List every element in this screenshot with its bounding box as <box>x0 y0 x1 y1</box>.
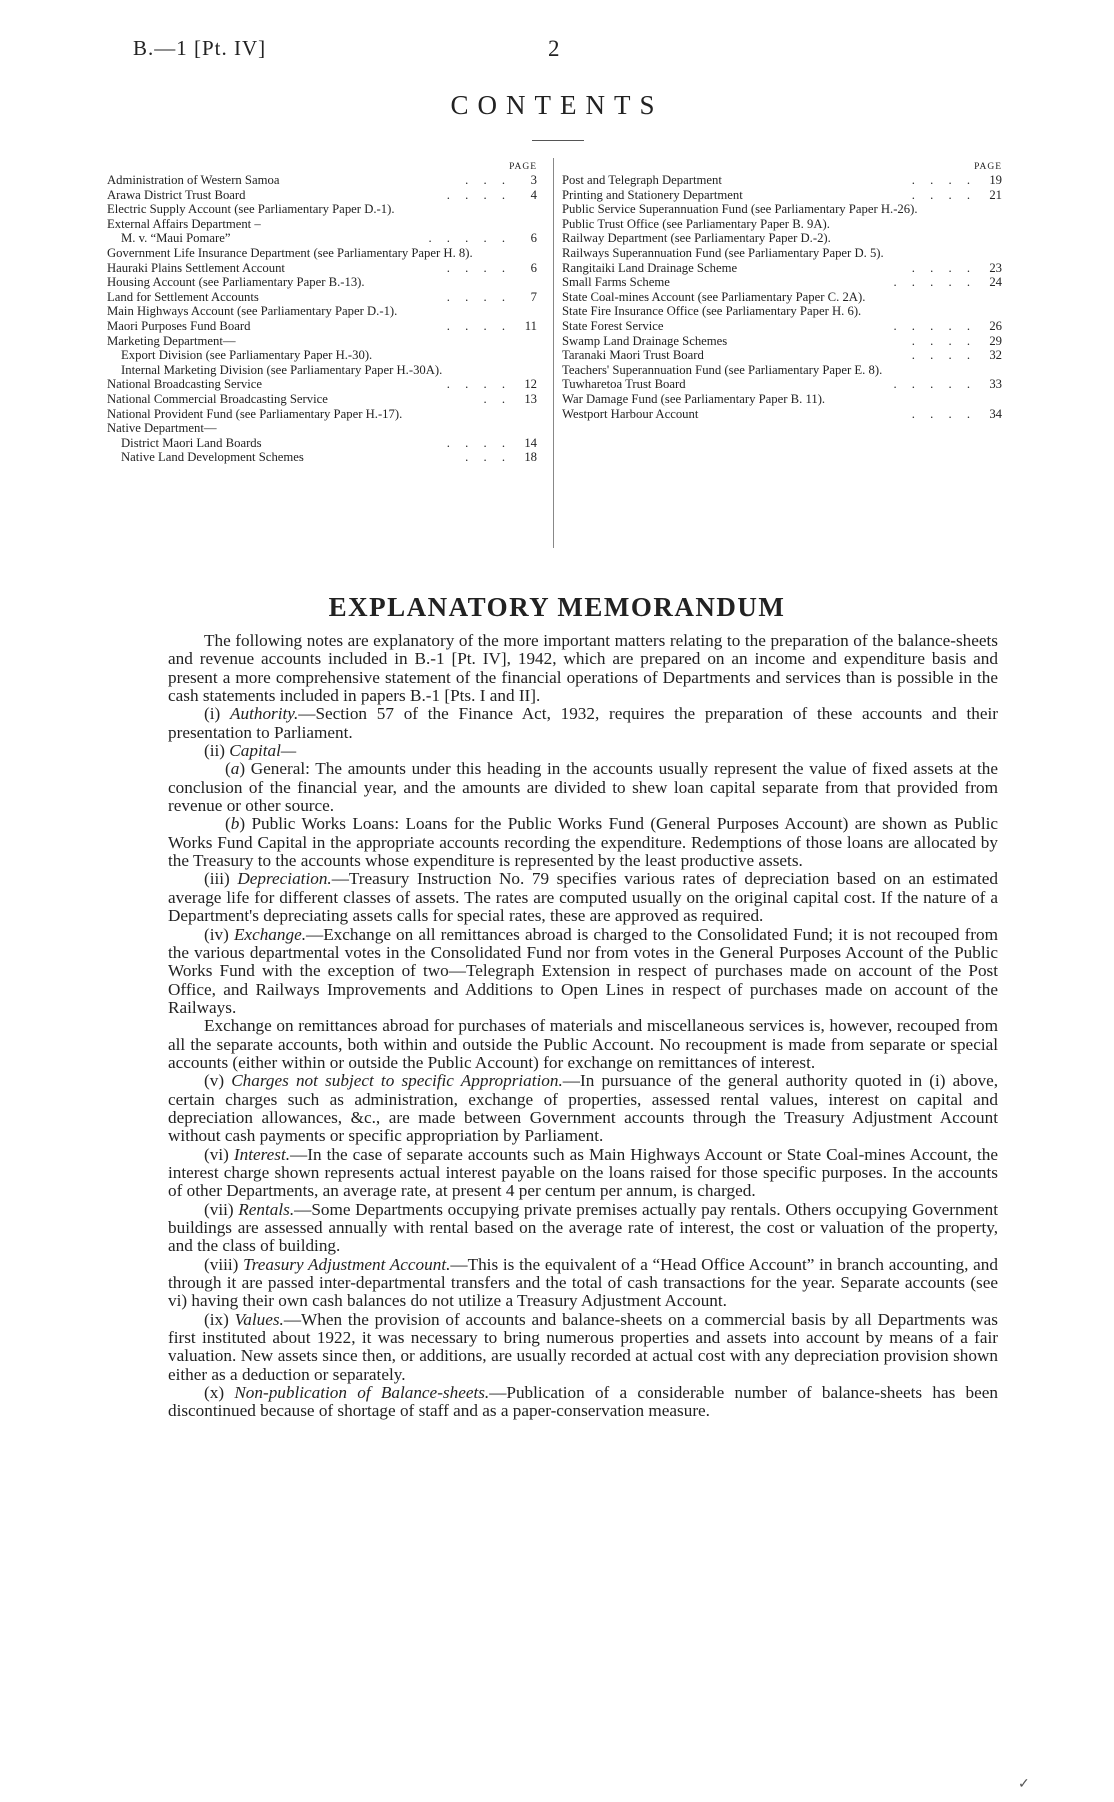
intro-paragraph: The following notes are explanatory of the more important matters relating to the preparation of the balance-sheets and revenue accounts included in B.-1 [Pt. IV], 1942, which are prepared on an income and expenditure basis and present a more comprehensive statement of the financial operations of Departments and services than is possible in the cash statements included in papers B.-1 [Pts. I and II]. <box>168 631 998 706</box>
toc-entry: Native Department— <box>107 421 217 436</box>
toc-entry: Teachers' Superannuation Fund (see Parliamentary Paper E. 8). <box>562 362 883 377</box>
paragraph-capital: (ii) Capital— <box>204 741 297 761</box>
toc-entry: State Coal-mines Account (see Parliamentary Paper C. 2A). <box>562 289 866 304</box>
toc-entry: District Maori Land Boards . . . . 14 <box>121 435 537 450</box>
toc-entry: State Fire Insurance Office (see Parliamentary Paper H. 6). <box>562 304 862 319</box>
contents-title: CONTENTS <box>450 90 664 120</box>
paragraph-interest: (vi) Interest.—In the case of separate accounts such as Main Highways Account or State Coal-mines Account, the interest charge shown represents actual interest payable on the loans raised for those specific purposes. In the accounts of other Departments, an average rate, at present 4 per centum per annum, is charged. <box>168 1144 998 1201</box>
toc-entry: Land for Settlement Accounts . . . . 7 <box>107 289 537 304</box>
paragraph-depreciation: (iii) Depreciation.—Treasury Instruction No. 79 specifies various rates of depreciation based on an estimated average life for different classes of assets. The rates are computed usually on the original capital cost. If the nature of a Department's depreciating assets calls for special rates, these are approved as required. <box>168 869 998 926</box>
paragraph-public-works-loans: (b) Public Works Loans: Loans for the Public Works Fund (General Purposes Account) are shown as Public Works Fund Capital in the appropriate accounts recording the expenditure. Redemptions of those loans are allocated by the Treasury to the accounts whose expenditure is represented by the least productive assets. <box>168 814 999 871</box>
toc-entry: Main Highways Account (see Parliamentary Paper D.-1). <box>107 304 398 319</box>
page-column-label: PAGE <box>974 162 1002 172</box>
paragraph-non-publication: (x) Non-publication of Balance-sheets.—Publication of a considerable number of balance-sheets has been discontinued because of shortage of staff and as a paper-conservation measure. <box>168 1383 998 1421</box>
paragraph-treasury-adjustment: (viii) Treasury Adjustment Account.—This is the equivalent of a “Head Office Account” in branch accounting, and through it are passed inter-departmental transfers and the total of cash transactions for the year. Separate accounts (see vi) having their own cash balances do not utilize a Treasury Adjustment Account. <box>168 1254 998 1311</box>
paragraph-authority: (i) Authority.—Section 57 of the Finance Act, 1932, requires the preparation of these accounts and their presentation to Parliament. <box>168 704 999 742</box>
toc-entry: National Broadcasting Service . . . . 12 <box>107 377 537 392</box>
toc-entry: Rangitaiki Land Drainage Scheme . . . . 23 <box>562 260 1002 275</box>
toc-entry: Swamp Land Drainage Schemes . . . . 29 <box>562 333 1002 348</box>
toc-entry: Housing Account (see Parliamentary Paper B.-13). <box>107 275 365 290</box>
memorandum-title: EXPLANATORY MEMORANDUM <box>328 592 786 622</box>
toc-entry: Tuwharetoa Trust Board . . . . . 33 <box>562 377 1002 392</box>
toc-entry: Railway Department (see Parliamentary Paper D.-2). <box>562 231 831 246</box>
paragraph-rentals: (vii) Rentals.—Some Departments occupying private premises actually pay rentals. Others occupying Government buildings are assessed annually with rental based on the average rate of interest, the cost or valuation of the property, and the class of building. <box>168 1199 998 1256</box>
paragraph-charges: (v) Charges not subject to specific Appropriation.—In pursuance of the general authority quoted in (i) above, certain charges such as administration, exchange of properties, assessed rental values, interest on capital and depreciation allowances, &c., are made between Government accounts through the Treasury Adjustment Account without cash payments or specific appropriation by Parliament. <box>168 1071 998 1146</box>
toc-entry: Printing and Stationery Department . . . . 21 <box>562 187 1002 202</box>
toc-entry: Export Division (see Parliamentary Paper H.-30). <box>121 348 373 363</box>
page-reference: B.—1 [Pt. IV] <box>133 36 267 60</box>
contents-column-divider <box>553 158 554 548</box>
paragraph-capital-general: (a) General: The amounts under this heading in the accounts usually represent the value of fixed assets at the conclusion of the financial year, and the amounts are divided to shew loan capital separate from that provided from revenue or other source. <box>168 759 998 816</box>
toc-entry: Post and Telegraph Department . . . . 19 <box>562 173 1002 187</box>
page-mark: ✓ <box>1018 1777 1030 1792</box>
toc-entry: Arawa District Trust Board . . . . 4 <box>107 187 537 202</box>
toc-entry: Administration of Western Samoa . . . 3 <box>107 173 537 187</box>
toc-entry: Marketing Department— <box>107 333 236 348</box>
toc-entry: State Forest Service . . . . . 26 <box>562 318 1002 333</box>
toc-entry: Maori Purposes Fund Board . . . . 11 <box>107 318 537 333</box>
memorandum-body <box>168 632 998 1421</box>
toc-entry: War Damage Fund (see Parliamentary Paper B. 11). <box>562 391 826 406</box>
toc-entry: Electric Supply Account (see Parliamentary Paper D.-1). <box>107 202 395 217</box>
toc-entry: Hauraki Plains Settlement Account . . . . 6 <box>107 260 537 275</box>
paragraph-exchange-continued: Exchange on remittances abroad for purchases of materials and miscellaneous services is, however, recouped from all the separate accounts, both within and outside the Public Account. No recoupment is made from separate or special accounts (either within or outside the Public Account) for exchange on remittances of interest. <box>168 1016 998 1072</box>
toc-entry: M. v. “Maui Pomare” . . . . . 6 <box>121 231 537 246</box>
title-rule <box>532 140 584 141</box>
contents-right-column <box>562 160 1010 421</box>
toc-entry: Internal Marketing Division (see Parliamentary Paper H.-30A). <box>121 362 443 377</box>
paragraph-values: (ix) Values.—When the provision of accounts and balance-sheets on a commercial basis by all Departments was first instituted about 1922, it was necessary to bring numerous properties and assets into account by means of a fair valuation. New assets since then, or additions, are usually recorded at actual cost with any depreciation provision shown either as a deduction or separately. <box>168 1309 998 1384</box>
page-column-label: PAGE <box>509 162 537 172</box>
toc-entry: Railways Superannuation Fund (see Parliamentary Paper D. 5). <box>562 245 884 260</box>
paragraph-exchange: (iv) Exchange.—Exchange on all remittances abroad is charged to the Consolidated Fund; it is not recouped from the various departmental votes in the Consolidated Fund nor from votes in the General Purposes Account of the Public Works Fund with the exception of two—Telegraph Extension in respect of purchases made on account of the Post Office, and Railways Improvements and Additions to Open Lines in respect of purchases made on account of the Railways. <box>168 924 998 1017</box>
toc-entry: External Affairs Department – <box>107 216 261 231</box>
toc-entry: Small Farms Scheme . . . . . 24 <box>562 275 1002 290</box>
toc-entry: National Commercial Broadcasting Service . . 13 <box>107 391 537 406</box>
toc-entry: Westport Harbour Account . . . . 34 <box>562 406 1002 421</box>
toc-entry: Public Service Superannuation Fund (see Parliamentary Paper H.-26). <box>562 202 918 217</box>
toc-entry: National Provident Fund (see Parliamentary Paper H.-17). <box>107 406 403 421</box>
page-number: 2 <box>548 36 560 61</box>
contents-left-column <box>107 160 545 465</box>
toc-entry: Taranaki Maori Trust Board . . . . 32 <box>562 348 1002 363</box>
toc-entry: Native Land Development Schemes . . . 18 <box>121 450 537 465</box>
toc-entry: Public Trust Office (see Parliamentary Paper B. 9A). <box>562 216 830 231</box>
toc-entry: Government Life Insurance Department (see Parliamentary Paper H. 8). <box>107 245 473 260</box>
